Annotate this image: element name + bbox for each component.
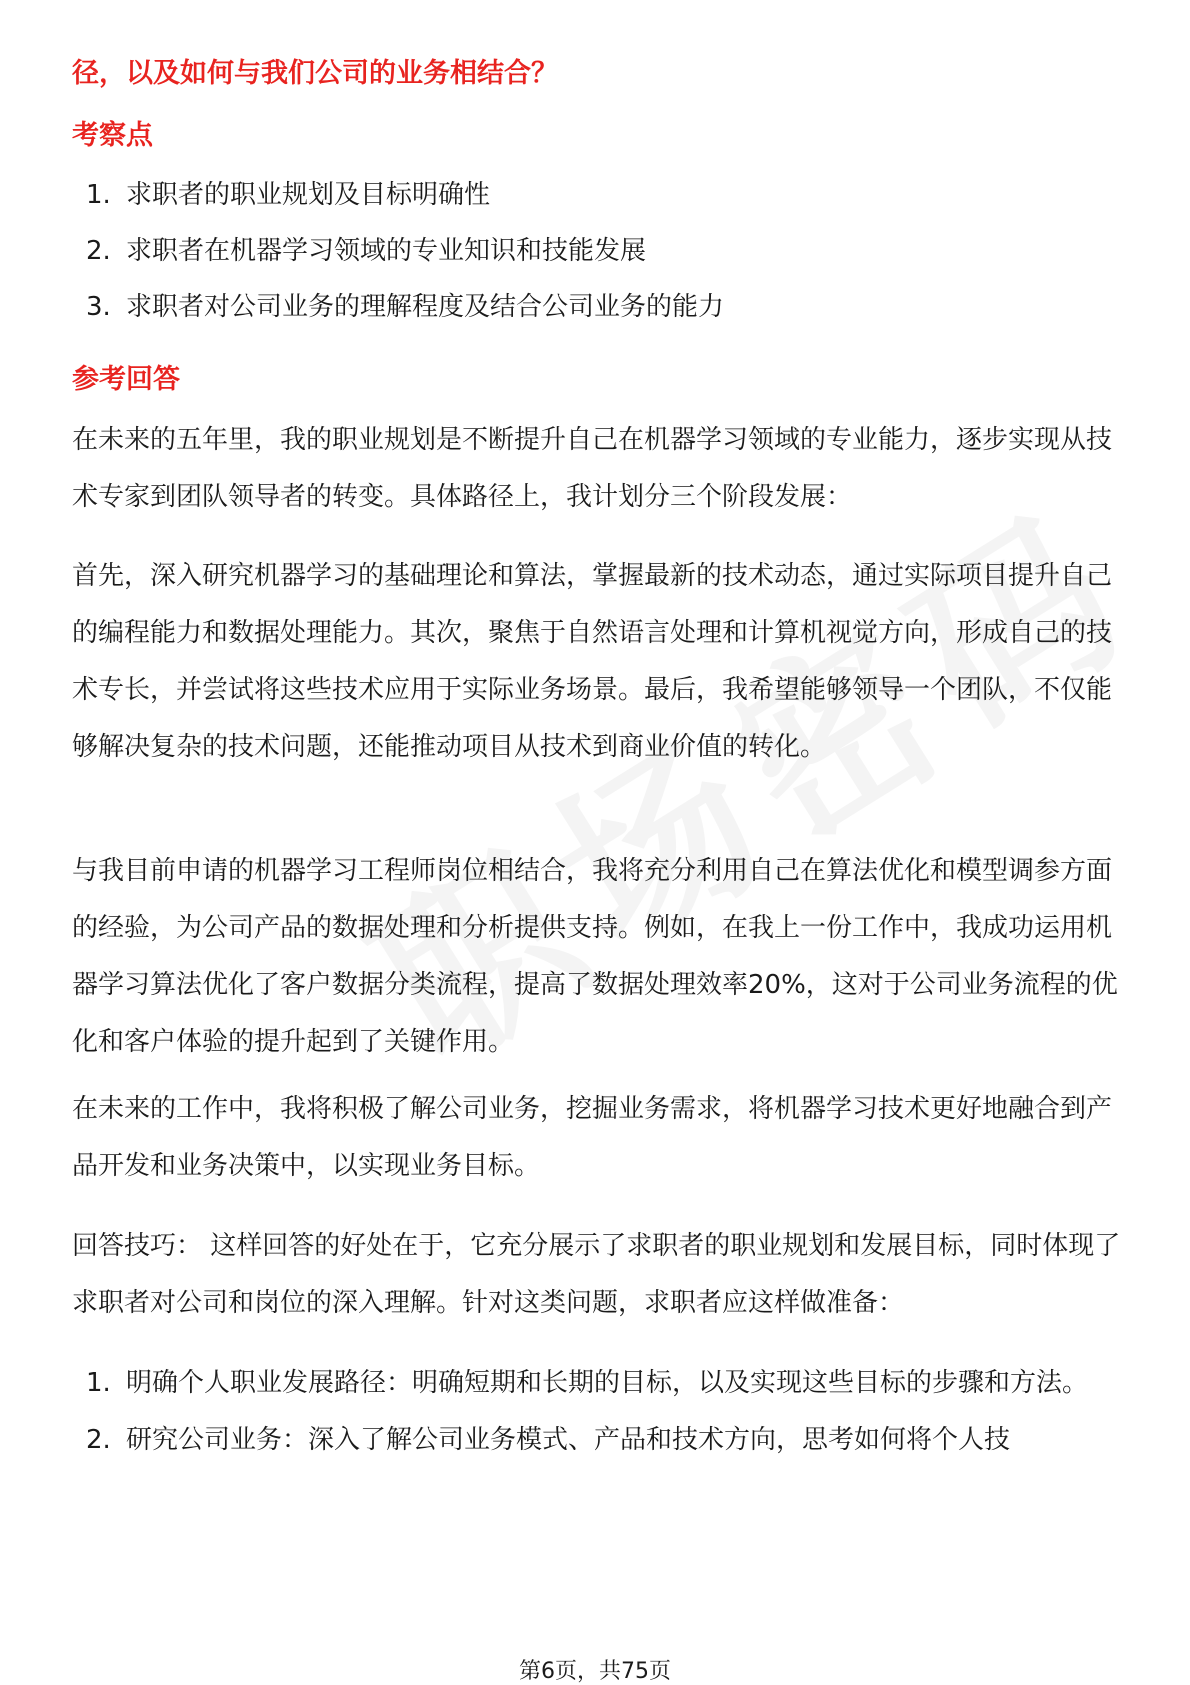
list-item: 1. 求职者的职业规划及目标明确性 (86, 180, 491, 210)
answer-paragraph: 在未来的工作中，我将积极了解公司业务，挖掘业务需求，将机器学习技术更好地融合到产品开发和业务决策中，以实现业务目标。 (72, 1094, 1113, 1181)
question-tail: 径，以及如何与我们公司的业务相结合？ (72, 58, 558, 89)
answer-paragraph: 在未来的五年里，我的职业规划是不断提升自己在机器学习领域的专业能力，逐步实现从技术专家到团队领导者的转变。具体路径上，我计划分三个阶段发展： (72, 425, 1113, 512)
list-item: 1. 明确个人职业发展路径：明确短期和长期的目标，以及实现这些目标的步骤和方法。 (86, 1368, 1089, 1398)
answer-paragraph: 与我目前申请的机器学习工程师岗位相结合，我将充分利用自己在算法优化和模型调参方面的经验，为公司产品的数据处理和分析提供支持。例如，在我上一份工作中，我成功运用机器学习算法优化了客户数据分类流程，提高了数据处理效率20%，这对于公司业务流程的优化和客户体验的提升起到了关键作用。 (72, 856, 1118, 1057)
list-item: 3. 求职者对公司业务的理解程度及结合公司业务的能力 (86, 292, 725, 322)
tips-list (72, 1355, 1122, 1469)
page-number-footer: 第6页，共75页 (519, 1659, 671, 1684)
section-title-reference-answer: 参考回答 (72, 364, 180, 395)
answer-paragraph: 首先，深入研究机器学习的基础理论和算法，掌握最新的技术动态，通过实际项目提升自己的编程能力和数据处理能力。其次，聚焦于自然语言处理和计算机视觉方向，形成自己的技术专长，并尝试将这些技术应用于实际业务场景。最后，我希望能够领导一个团队，不仅能够解决复杂的技术问题，还能推动项目从技术到商业价值的转化。 (72, 561, 1113, 762)
answer-tips-paragraph: 回答技巧： 这样回答的好处在于，它充分展示了求职者的职业规划和发展目标，同时体现了求职者对公司和岗位的深入理解。针对这类问题，求职者应这样做准备： (72, 1231, 1121, 1318)
list-item: 2. 求职者在机器学习领域的专业知识和技能发展 (86, 236, 647, 266)
exam-points-list (72, 167, 1122, 335)
section-title-exam-points: 考察点 (72, 120, 153, 151)
list-item: 2. 研究公司业务：深入了解公司业务模式、产品和技术方向，思考如何将个人技 (86, 1425, 1011, 1455)
